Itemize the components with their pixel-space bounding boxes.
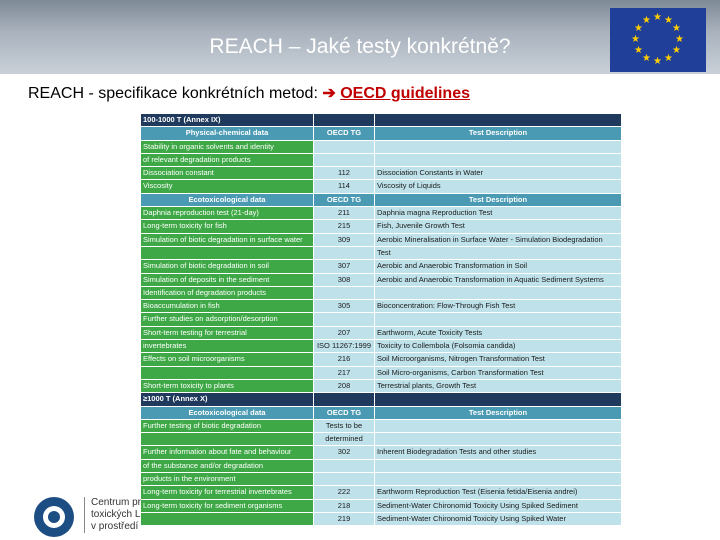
oecd-guidelines-link[interactable]: OECD guidelines bbox=[340, 85, 470, 102]
table-header-row bbox=[141, 127, 622, 140]
arrow-right-icon: ➔ bbox=[322, 85, 336, 102]
requirement-cell: Short-term testing for terrestrial bbox=[141, 326, 314, 339]
table-row bbox=[141, 153, 622, 166]
requirement-cell: Physical-chemical data bbox=[141, 127, 314, 140]
oecd-tg-cell: 307 bbox=[314, 260, 375, 273]
test-description-cell: Test Description bbox=[375, 406, 622, 419]
requirement-cell bbox=[141, 246, 314, 259]
table-row bbox=[141, 379, 622, 392]
test-description-cell bbox=[375, 393, 622, 406]
oecd-tg-cell: OECD TG bbox=[314, 127, 375, 140]
requirement-cell: Stability in organic solvents and identity bbox=[141, 140, 314, 153]
oecd-test-table bbox=[140, 113, 622, 526]
table-row bbox=[141, 473, 622, 486]
requirement-cell bbox=[141, 366, 314, 379]
test-description-cell: Aerobic and Anaerobic Transformation in Soil bbox=[375, 260, 622, 273]
title-bar bbox=[0, 0, 720, 74]
test-description-cell bbox=[375, 433, 622, 446]
logo-line: toxických L bbox=[91, 509, 141, 520]
logo-line: v prostředí bbox=[91, 521, 139, 532]
star-icon: ★ bbox=[633, 23, 643, 34]
oecd-tg-cell: OECD TG bbox=[314, 193, 375, 206]
test-description-cell: Dissociation Constants in Water bbox=[375, 167, 622, 180]
oecd-tg-cell: Tests to be bbox=[314, 419, 375, 432]
table-row bbox=[141, 313, 622, 326]
requirement-cell: Simulation of deposits in the sediment bbox=[141, 273, 314, 286]
subtitle-text: REACH - specifikace konkrétních metod: bbox=[28, 85, 318, 102]
test-description-cell: Earthworm Reproduction Test (Eisenia fetida/Eisenia andrei) bbox=[375, 486, 622, 499]
test-description-cell: Fish, Juvenile Growth Test bbox=[375, 220, 622, 233]
table-row bbox=[141, 246, 622, 259]
requirement-cell: Long-term toxicity for fish bbox=[141, 220, 314, 233]
requirement-cell: Further testing of biotic degradation bbox=[141, 419, 314, 432]
requirement-cell: Bioaccumulation in fish bbox=[141, 300, 314, 313]
requirement-cell: invertebrates bbox=[141, 340, 314, 353]
table-row bbox=[141, 366, 622, 379]
oecd-tg-cell: 305 bbox=[314, 300, 375, 313]
test-description-cell: Viscosity of Liquids bbox=[375, 180, 622, 193]
star-icon: ★ bbox=[642, 14, 651, 26]
table-row bbox=[141, 459, 622, 472]
table-row bbox=[141, 220, 622, 233]
oecd-tg-cell: 302 bbox=[314, 446, 375, 459]
oecd-tg-cell bbox=[314, 140, 375, 153]
test-description-cell: Sediment-Water Chironomid Toxicity Using Spiked Sediment bbox=[375, 499, 622, 512]
oecd-tg-cell: 218 bbox=[314, 499, 375, 512]
requirement-cell: Viscosity bbox=[141, 180, 314, 193]
star-icon: ★ bbox=[672, 45, 682, 56]
slide-subtitle bbox=[28, 83, 470, 103]
requirement-cell: Effects on soil microorganisms bbox=[141, 353, 314, 366]
test-description-cell: Toxicity to Collembola (Folsomia candida) bbox=[375, 340, 622, 353]
oecd-tg-cell: 216 bbox=[314, 353, 375, 366]
star-icon: ★ bbox=[633, 45, 643, 56]
requirement-cell: of relevant degradation products bbox=[141, 153, 314, 166]
oecd-tg-cell bbox=[314, 473, 375, 486]
oecd-tg-cell: 219 bbox=[314, 512, 375, 525]
requirement-cell: Dissociation constant bbox=[141, 167, 314, 180]
test-description-cell: Sediment-Water Chironomid Toxicity Using Spiked Water bbox=[375, 512, 622, 525]
requirement-cell: Daphnia reproduction test (21-day) bbox=[141, 207, 314, 220]
test-description-cell bbox=[375, 114, 622, 127]
test-description-cell: Terrestrial plants, Growth Test bbox=[375, 379, 622, 392]
star-icon: ★ bbox=[672, 23, 682, 34]
star-icon: ★ bbox=[653, 12, 662, 23]
oecd-tg-cell bbox=[314, 246, 375, 259]
requirement-cell: Simulation of biotic degradation in soil bbox=[141, 260, 314, 273]
requirement-cell: Identification of degradation products bbox=[141, 286, 314, 299]
table-row bbox=[141, 260, 622, 273]
requirement-cell bbox=[141, 433, 314, 446]
test-description-cell: Soil Micro-organisms, Carbon Transformation Test bbox=[375, 366, 622, 379]
table-row bbox=[141, 286, 622, 299]
table-row bbox=[141, 273, 622, 286]
star-icon: ★ bbox=[675, 34, 684, 45]
requirement-cell: Further information about fate and behaviour bbox=[141, 446, 314, 459]
test-description-cell bbox=[375, 419, 622, 432]
table-row bbox=[141, 326, 622, 339]
oecd-tg-cell: ISO 11267:1999 bbox=[314, 340, 375, 353]
requirement-cell: Simulation of biotic degradation in surface water bbox=[141, 233, 314, 246]
oecd-tg-cell: OECD TG bbox=[314, 406, 375, 419]
test-description-cell bbox=[375, 459, 622, 472]
requirement-cell bbox=[141, 512, 314, 525]
table-row bbox=[141, 446, 622, 459]
recetox-logo-icon bbox=[34, 497, 74, 537]
oecd-tg-cell: 112 bbox=[314, 167, 375, 180]
oecd-tg-cell bbox=[314, 286, 375, 299]
test-description-cell: Soil Microorganisms, Nitrogen Transformation Test bbox=[375, 353, 622, 366]
oecd-tg-cell: 222 bbox=[314, 486, 375, 499]
slide-title: REACH – Jaké testy konkrétně? bbox=[209, 35, 511, 58]
table-row bbox=[141, 486, 622, 499]
oecd-tg-cell: 308 bbox=[314, 273, 375, 286]
test-description-cell bbox=[375, 313, 622, 326]
test-description-cell: Test bbox=[375, 246, 622, 259]
table-row bbox=[141, 300, 622, 313]
eu-flag-icon bbox=[610, 8, 706, 72]
oecd-tg-cell bbox=[314, 153, 375, 166]
requirement-cell: Short-term toxicity to plants bbox=[141, 379, 314, 392]
test-description-cell bbox=[375, 140, 622, 153]
table-row bbox=[141, 207, 622, 220]
table-section-row bbox=[141, 114, 622, 127]
oecd-tg-cell: determined bbox=[314, 433, 375, 446]
table-header-row bbox=[141, 406, 622, 419]
table-row bbox=[141, 433, 622, 446]
table-row bbox=[141, 140, 622, 153]
requirement-cell: Further studies on adsorption/desorption bbox=[141, 313, 314, 326]
requirement-cell: Ecotoxicological data bbox=[141, 406, 314, 419]
oecd-tg-cell: 207 bbox=[314, 326, 375, 339]
requirement-cell: 100-1000 T (Annex IX) bbox=[141, 114, 314, 127]
table-row bbox=[141, 340, 622, 353]
test-description-cell: Daphnia magna Reproduction Test bbox=[375, 207, 622, 220]
logo-line: Centrum pr bbox=[91, 497, 142, 508]
oecd-tg-cell: 211 bbox=[314, 207, 375, 220]
requirement-cell: products in the environment bbox=[141, 473, 314, 486]
test-description-cell: Bioconcentration: Flow-Through Fish Test bbox=[375, 300, 622, 313]
table-header-row bbox=[141, 193, 622, 206]
test-description-cell: Aerobic and Anaerobic Transformation in Aquatic Sediment Systems bbox=[375, 273, 622, 286]
table-row bbox=[141, 180, 622, 193]
table-row bbox=[141, 419, 622, 432]
oecd-tg-cell: 215 bbox=[314, 220, 375, 233]
table-row bbox=[141, 233, 622, 246]
table-row bbox=[141, 167, 622, 180]
star-icon: ★ bbox=[664, 14, 673, 26]
requirement-cell: Ecotoxicological data bbox=[141, 193, 314, 206]
requirement-cell: of the substance and/or degradation bbox=[141, 459, 314, 472]
table-row bbox=[141, 499, 622, 512]
oecd-tg-cell: 114 bbox=[314, 180, 375, 193]
star-icon: ★ bbox=[642, 53, 651, 65]
test-description-cell: Aerobic Mineralisation in Surface Water - Simulation Biodegradation bbox=[375, 233, 622, 246]
test-description-cell bbox=[375, 153, 622, 166]
requirement-cell: Long-term toxicity for sediment organisms bbox=[141, 499, 314, 512]
oecd-tg-cell bbox=[314, 393, 375, 406]
oecd-tg-cell: 309 bbox=[314, 233, 375, 246]
test-description-cell: Test Description bbox=[375, 193, 622, 206]
requirement-cell: ≥1000 T (Annex X) bbox=[141, 393, 314, 406]
test-description-cell bbox=[375, 473, 622, 486]
oecd-tg-cell bbox=[314, 114, 375, 127]
star-icon: ★ bbox=[653, 56, 662, 67]
table-row bbox=[141, 512, 622, 525]
requirement-cell: Long-term toxicity for terrestrial invertebrates bbox=[141, 486, 314, 499]
oecd-tg-cell: 208 bbox=[314, 379, 375, 392]
test-description-cell bbox=[375, 286, 622, 299]
test-description-cell: Test Description bbox=[375, 127, 622, 140]
table-row bbox=[141, 353, 622, 366]
oecd-tg-cell bbox=[314, 459, 375, 472]
star-icon: ★ bbox=[664, 53, 673, 65]
test-description-cell: Earthworm, Acute Toxicity Tests bbox=[375, 326, 622, 339]
logo-text bbox=[84, 497, 143, 533]
table-section-row bbox=[141, 393, 622, 406]
oecd-tg-cell bbox=[314, 313, 375, 326]
test-description-cell: Inherent Biodegradation Tests and other studies bbox=[375, 446, 622, 459]
oecd-tg-cell: 217 bbox=[314, 366, 375, 379]
star-icon: ★ bbox=[631, 34, 640, 45]
